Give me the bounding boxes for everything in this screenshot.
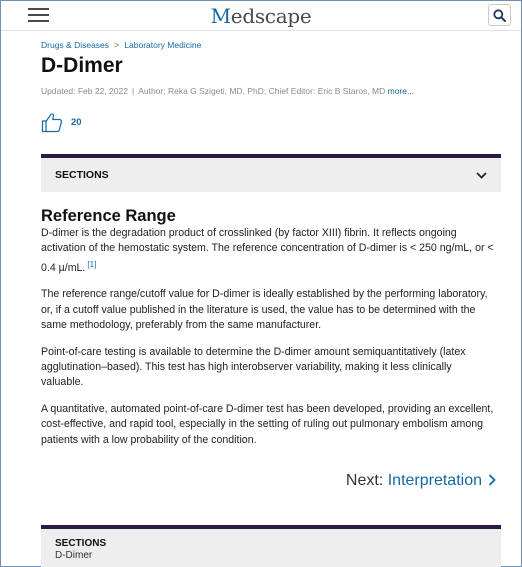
chevron-right-icon xyxy=(488,474,496,486)
search-button[interactable] xyxy=(488,4,511,26)
next-section-link[interactable] xyxy=(41,472,496,490)
author-info: Author: Reka G Szigeti, MD, PhD; Chief Editor: Eric B Staros, MD xyxy=(138,86,386,96)
updated-date: Updated: Feb 22, 2022 xyxy=(41,86,128,96)
page-title: D-Dimer xyxy=(41,54,123,77)
paragraph-3: Point-of-care testing is available to determine the D-dimer amount semiquantitatively (latex agglutination–based). This test has high interobserver variability, making it less clinically valuable. xyxy=(41,345,466,389)
breadcrumb-separator: > xyxy=(114,40,120,50)
like-count: 20 xyxy=(71,116,82,128)
thumbs-up-icon[interactable] xyxy=(41,112,63,133)
site-header xyxy=(1,1,521,31)
section-heading: Reference Range xyxy=(41,207,176,225)
sections-label: SECTIONS xyxy=(55,169,109,181)
bottom-sections-bar[interactable] xyxy=(41,525,501,567)
chevron-down-icon xyxy=(476,172,487,179)
reference-link[interactable]: [1] xyxy=(87,259,97,269)
breadcrumb-drugs-diseases[interactable]: Drugs & Diseases xyxy=(41,40,110,50)
paragraph-2: The reference range/cutoff value for D-dimer is ideally established by the performing laboratory, or, if a cutoff value published in the literature is used, the value has to be determined with the same methodology, preferably from the same manufacturer. xyxy=(41,288,488,331)
sections-dropdown[interactable] xyxy=(41,154,501,192)
next-section-title[interactable]: Interpretation xyxy=(387,472,482,490)
bottom-sections-title: SECTIONS xyxy=(55,538,107,549)
breadcrumb-laboratory-medicine[interactable]: Laboratory Medicine xyxy=(124,40,202,50)
bottom-sections-subtitle: D-Dimer xyxy=(55,550,93,561)
paragraph-4: A quantitative, automated point-of-care D-dimer test has been developed, providing an excellent, cost-effective, and rapid tool, especially in the setting of ruling out pulmonary embolism among patients with a low probability of the condition. xyxy=(41,403,494,446)
paragraph-1: D-dimer is the degradation product of crosslinked (by factor XIII) fibrin. It reflects ongoing activation of the hemostatic system. The reference concentration of D-dimer is < 250 ng/mL, or < 0.4 µ/mL. [1] xyxy=(41,227,494,274)
like-row xyxy=(41,110,499,134)
more-link[interactable]: more... xyxy=(387,86,415,96)
next-label: Next: xyxy=(345,472,384,490)
breadcrumb xyxy=(41,40,499,50)
medscape-logo[interactable]: Medscape xyxy=(210,4,312,28)
article-content xyxy=(1,40,521,490)
search-icon xyxy=(493,9,506,22)
meta-divider: | xyxy=(131,86,135,96)
article-meta xyxy=(41,86,499,96)
